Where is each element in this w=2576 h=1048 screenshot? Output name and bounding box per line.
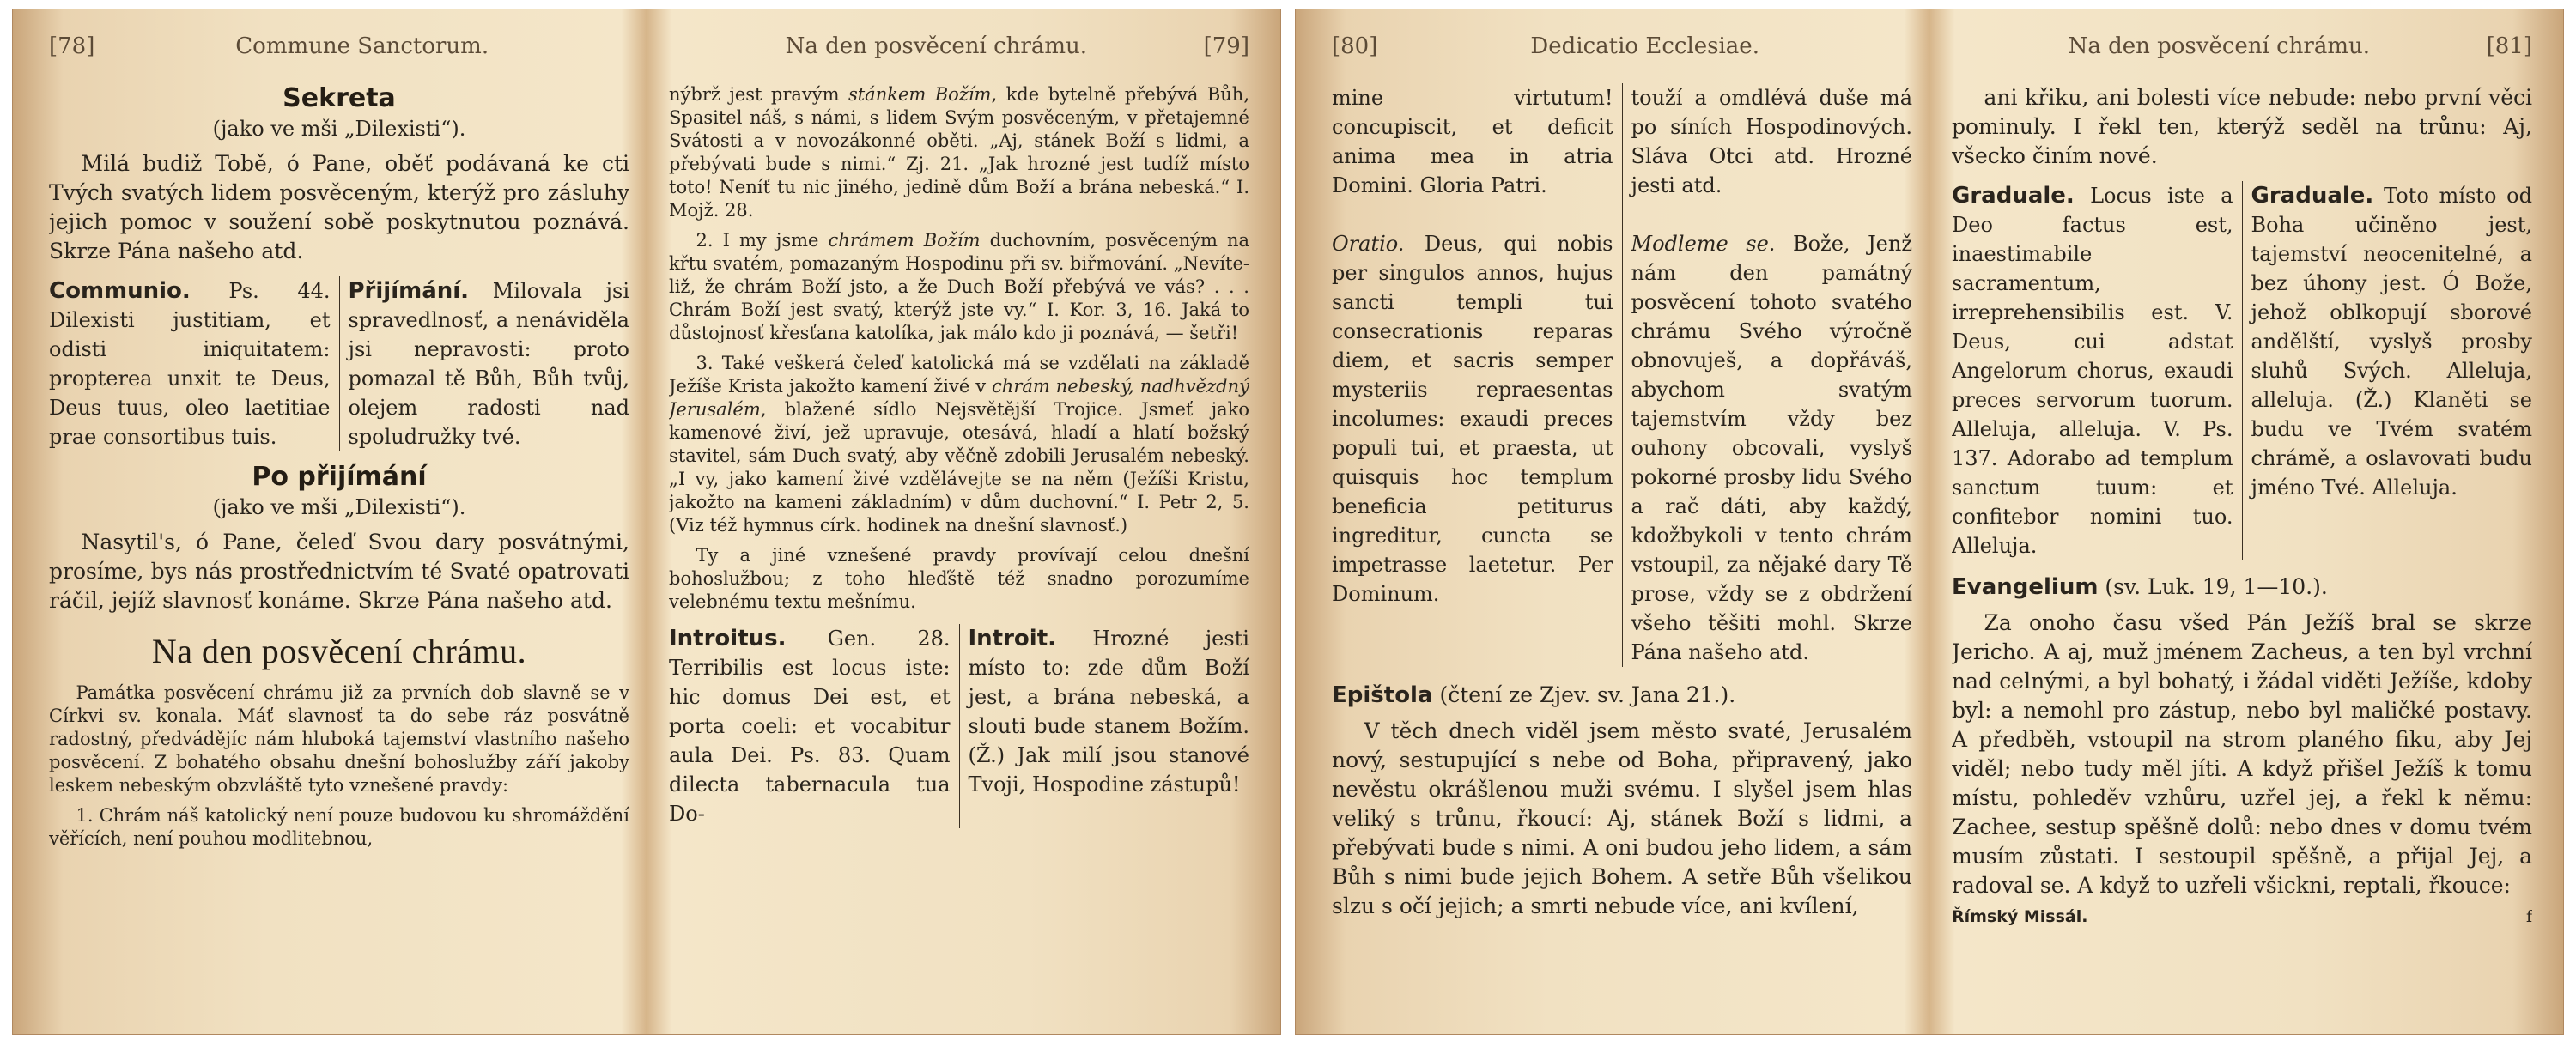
modleme-label: Modleme se. xyxy=(1631,232,1776,256)
page-number: [80] xyxy=(1332,33,1378,59)
running-title: Dedicatio Ecclesiae. xyxy=(1530,33,1759,59)
p1-start: nýbrž jest pravým xyxy=(669,84,848,105)
running-head xyxy=(49,33,629,68)
running-title: Na den posvěcení chrámu. xyxy=(2068,33,2371,59)
epistola-heading xyxy=(1332,681,1912,710)
p2-rest: duchovním, posvěceným na křtu svatém, pomazaným Hospodinu při sv. biřmování. „Nevíte-liž, že chrám Boží jsto, a že Duch Boží přebývá ve vás? . . . Chrám Boží jest svatý, kterýž jste vy.“ I. Kor. 3, 16. Jaká to důstojnosť křesťana katolíka, jak málo kdo ji poznává, — šetři! xyxy=(669,230,1249,343)
prijimani-text: Milovala jsi spravedlnosť, a nenáviděla jsi nepravosti: proto pomazal tě Bůh, Bůh tvůj, olejem radosti nad spoludružky tvé. xyxy=(348,279,629,449)
p3-rest: , blažené sídlo Nejsvětější Trojice. Jsmeť jako kamenové živí, jež upravuje, otesává, hladí a hlatí božský stavitel, sám Duch svatý, aby věčně zdobili Jerusalém nebeský. „I vy, jako kamení živé vzdělávejte se na něm (Ježíši Kristu, jakožto na kameni základním) v dům duchovní.“ I. Petr 2, 5. (Viz též hymnus círk. hodinek na dnešní slavnosť.) xyxy=(669,399,1249,536)
running-head xyxy=(1952,33,2532,68)
sekreta-title: Sekreta xyxy=(283,83,396,113)
epistola-continuation: ani křiku, ani bolesti více nebude: nebo první věci pominuly. I řekl ten, kterýž seděl na trůnu: Aj, všecko činím nové. xyxy=(1952,85,2532,168)
communio-label: Communio. xyxy=(49,278,191,304)
modleme-czech xyxy=(1623,83,1913,667)
p1-italic: stánkem Božím xyxy=(848,84,992,105)
graduale-latin xyxy=(1952,181,2243,560)
oratio-text: Deus, qui nobis per singulos annos, hujus sancti templi tui consecrationis reparas diem, et sacris semper mysteriis repraesentas incolumes: exaudi preces populi tui, et praesta, ut quisquis hoc templum beneficia petiturus ingreditur, cuncta se impetrasse laetetur. Per Dominum. xyxy=(1332,232,1613,606)
prijimani-label: Přijímání. xyxy=(348,278,470,304)
running-head xyxy=(1332,33,1912,68)
oratio-columns xyxy=(1332,83,1912,667)
epistola-label: Epištola xyxy=(1332,682,1433,708)
page-81 xyxy=(1952,33,2532,1021)
oratio-label: Oratio. xyxy=(1332,232,1405,256)
p2-italic: chrámem Božím xyxy=(828,230,981,251)
modleme-text: Bože, Jenž nám den památný posvěcení tohoto svatého chrámu Svého výročně obnovuješ, a dopřáváš, abychom svatým tajemstvím vždy bez ouhony obcovali, vyslyš pokorné prosby lidu Svého a rač dáti, aby každý, kdožbykoli v tento chrám vstoupil, za nějaké dary Tě prose, vždy se z obdržení všeho těšiti mohl. Skrze Pána našeho atd. xyxy=(1631,232,1912,664)
point-1: 1. Chrám náš katolický není pouze budovou ku shromáždění věřících, není pouhou modlitebnou, xyxy=(49,805,629,849)
po-prijimani-title: Po přijímání xyxy=(252,462,427,492)
po-prijimani-text: Nasytil's, ó Pane, čeleď Svou dary posvátnými, prosíme, bys nás prostřednictvím té Svaté opatrovati ráčil, jejíž slavnosť konáme. Skrze Pána našeho atd. xyxy=(49,530,629,613)
communio-text: Ps. 44. Dilexisti justitiam, et odisti iniquitatem: propterea unxit te Deus, Deus tuus, oleo laetitiae prae consortibus tuis. xyxy=(49,279,331,449)
czech-intro-end: touží a omdlévá duše má po síních Hospodinových. Sláva Otci atd. Hrozné jesti atd. xyxy=(1631,86,1912,197)
paragraph-1 xyxy=(669,83,1249,222)
introitus-label: Introitus. xyxy=(669,626,787,651)
paragraph-4: Ty a jiné vznešené pravdy provívají celou dnešní bohoslužbou; z toho hleďště též snadno porozumíme velebnému textu mešnímu. xyxy=(669,545,1249,612)
page-78 xyxy=(49,33,629,1021)
communio-latin xyxy=(49,276,340,451)
introitus-latin xyxy=(669,624,960,828)
evangelium-ref: (sv. Luk. 19, 1—10.). xyxy=(2098,574,2328,599)
introit-text: Hrozné jesti místo to: zde dům Boží jest, a brána nebeská, a slouti bude stanem Božím. (Ž.) Jak milí jsou stanové Tvoji, Hospodine zástupů! xyxy=(968,627,1249,797)
paragraph-2 xyxy=(669,229,1249,345)
running-title: Commune Sanctorum. xyxy=(235,33,489,59)
evangelium-heading xyxy=(1952,572,2532,602)
p2-start: 2. I my jsme xyxy=(696,230,829,251)
epistola-text: V těch dnech viděl jsem město svaté, Jerusalém nový, sestupující s nebe od Boha, připravený, jako nevěstu okrášlenou muži svému. I slyšel jsem hlas veliký s trůnu, řkoucí: Aj, stánek Boží s lidmi, a přebývati bude s nimi. A oni budou jeho lidem, a sám Bůh s nimi bude jejich Bohem. A setře Bůh všelikou slzu s očí jejich; a smrti nebude více, ani kvílení, xyxy=(1332,718,1912,918)
sheet-mark: f xyxy=(2525,907,2532,926)
sekreta-subtitle: (jako ve mši „Dilexisti“). xyxy=(212,117,466,141)
evangelium-label: Evangelium xyxy=(1952,574,2099,600)
evangelium-text: Za onoho času všed Pán Ježíš bral se skrze Jericho. A aj, muž jménem Zacheus, a ten byl vrchní nad celnými, a byl bohatý, i žádal viděti Ježíše, kdoby byl: a nemohl pro zástup, nebo byl maličké postavy. A předběh, vstoupil na strom planého fiku, aby Jej viděl; nebo tudy měl jíti. A když přišel Ježíš k tomu místu, pohleděv vzhůru, uzřel jej, a řekl k němu: Zachee, sestup spěšně dolů: nebo dnes v domu tvém musím zůstati. I sestoupil spěšně, a přijal Jej, a radoval se. A když to uzřeli všickni, reptali, řkouce: xyxy=(1952,610,2532,898)
communio-columns xyxy=(49,276,629,451)
introitus-columns xyxy=(669,624,1249,828)
graduale-columns xyxy=(1952,181,2532,560)
signature-mark: Římský Missál. xyxy=(1952,907,2088,926)
running-head xyxy=(669,33,1249,68)
introitus-text: Gen. 28. Terribilis est locus iste: hic domus Dei est, et porta coeli: et vocabitur aula Dei. Ps. 83. Quam dilecta tabernacula tua Do- xyxy=(669,627,951,826)
po-prijimani-subtitle: (jako ve mši „Dilexisti“). xyxy=(212,495,466,519)
scan-spread-right xyxy=(1295,9,2564,1035)
latin-intro-end: mine virtutum! concupiscit, et deficit anima mea in atria Domini. Gloria Patri. xyxy=(1332,86,1613,197)
scan-spread-left xyxy=(12,9,1281,1035)
running-title: Na den posvěcení chrámu. xyxy=(785,33,1088,59)
p1-rest: , kde bytelně přebývá Bůh, Spasitel náš, s námi, s lidem Svým posvěceným, v přetajemné Svátosti a v novozákonné oběti. „Aj, stánek Boží s lidmi, a přebývati bude s nimi.“ Zj. 21. „Jak hrozné jest tudíž místo toto! Neníť tu nic jiného, jedině dům Boží a brána nebeská.“ I. Mojž. 28. xyxy=(669,84,1249,221)
page-80 xyxy=(1332,33,1912,1021)
p3-start: 3. Také veškerá čeleď katolická má se vzdělati na základě Ježíše Krista jakožto kamení živé v xyxy=(669,353,1249,397)
feast-intro: Památka posvěcení chrámu již za prvních dob slavně se v Církvi sv. konala. Máť slavnosť ta do sebe ráz posvátně radostný, předvádějíc nám hluboká tajemství vlastního našeho posvěcení. Z bohatého obsahu dnešní bohoslužby září jakoby leskem nebeským obzvláště tyto vznešené pravdy: xyxy=(49,682,629,796)
graduale-label-czech: Graduale. xyxy=(2251,183,2374,209)
oratio-latin xyxy=(1332,83,1623,667)
graduale-label-latin: Graduale. xyxy=(1952,183,2075,209)
prijimani-czech xyxy=(340,276,630,451)
page-number: [81] xyxy=(2486,33,2532,59)
introit-label: Introit. xyxy=(968,626,1057,651)
feast-heading: Na den posvěcení chrámu. xyxy=(151,632,527,670)
graduale-text-czech: Toto místo od Boha učiněno jest, tajemství neocenitelné, a bez úhony jest. Ó Bože, jehož oblkopují sborové andělští, vyslyš prosby sluhů Svých. Alleluja, alleluja. (Ž.) Klaněti se budu ve Tvém svatém chrámě, a oslavovati budu jméno Tvé. Alleluja. xyxy=(2251,184,2532,500)
page-79 xyxy=(669,33,1249,1021)
graduale-text-latin: Locus iste a Deo factus est, inaestimabile sacramentum, irreprehensibilis est. V. Deus, cui adstat Angelorum chorus, exaudi preces servorum tuorum. Alleluja, alleluja. V. Ps. 137. Adorabo ad templum sanctum tuum: et confitebor nomini tuo. Alleluja. xyxy=(1952,184,2233,558)
page-number: [79] xyxy=(1203,33,1249,59)
sekreta-text: Milá budiž Tobě, ó Pane, oběť podávaná ke cti Tvých svatých lidem posvěceným, kterýž pro zásluhy jejich pomoc v soužení sobě poskytnutou poznává. Skrze Pána našeho atd. xyxy=(49,151,629,264)
p3-italic: chrám nebeský, nadhvězdný Jerusalém xyxy=(669,376,1249,420)
page-footer xyxy=(1952,907,2532,926)
page-number: [78] xyxy=(49,33,95,59)
paragraph-3 xyxy=(669,352,1249,537)
introit-czech xyxy=(960,624,1250,828)
epistola-ref: (čtení ze Zjev. sv. Jana 21.). xyxy=(1432,682,1736,707)
graduale-czech xyxy=(2243,181,2533,560)
